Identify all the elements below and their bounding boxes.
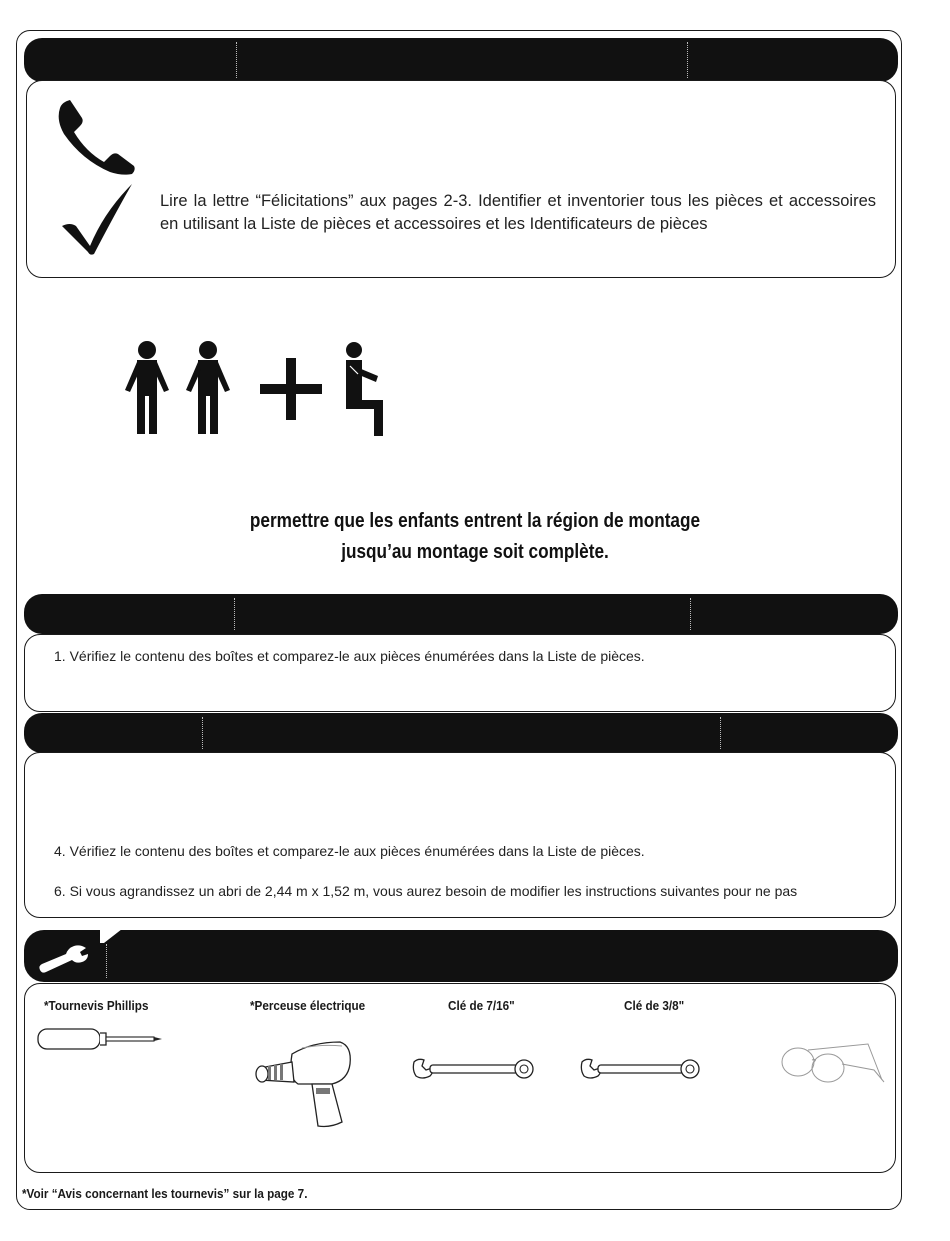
header-divider — [234, 598, 235, 630]
header-divider — [236, 42, 237, 78]
wrench-3-8-icon — [580, 1056, 704, 1082]
section-header-bar-1 — [24, 38, 898, 82]
warning-line-2: jusqu’au montage soit complète. — [341, 541, 609, 563]
header-divider — [202, 717, 203, 749]
section-header-bar-2 — [24, 594, 898, 634]
checkmark-icon — [60, 182, 136, 256]
section-3-item-4: 4. Vérifiez le contenu des boîtes et comparez-le aux pièces énumérées dans la Liste de pièces. — [54, 843, 645, 859]
tool-label-wrench-7-16: Clé de 7/16" — [448, 998, 515, 1013]
section-header-bar-3 — [24, 713, 898, 753]
wrench-icon — [36, 940, 92, 974]
two-adults-icon — [120, 340, 240, 436]
phone-icon — [52, 96, 138, 176]
section-3-item-6: 6. Si vous agrandissez un abri de 2,44 m x 1,52 m, vous aurez besoin de modifier les instructions suivantes pour ne pas — [54, 883, 798, 899]
tool-label-phillips-screwdriver: *Tournevis Phillips — [44, 998, 149, 1013]
plus-icon — [258, 356, 324, 422]
wrench-7-16-icon — [412, 1056, 538, 1082]
warning-line-1: permettre que les enfants entrent la région de montage — [249, 510, 701, 532]
seated-child-icon — [340, 340, 400, 438]
power-drill-icon — [252, 1038, 356, 1130]
header-divider — [687, 42, 688, 78]
safety-glasses-icon — [778, 1040, 886, 1088]
header-divider — [690, 598, 691, 630]
header-divider — [720, 717, 721, 749]
tool-label-power-drill: *Perceuse électrique — [250, 998, 366, 1013]
tools-header-bar — [24, 930, 898, 982]
section-2-item-1: 1. Vérifiez le contenu des boîtes et comparez-le aux pièces énumérées dans la Liste de pièces. — [54, 648, 645, 664]
tools-footnote: *Voir “Avis concernant les tournevis” sur la page 7. — [22, 1186, 308, 1201]
header-notch — [100, 929, 122, 943]
intro-text: Lire la lettre “Félicitations” aux pages 2-3. Identifier et inventorier tous les pièces et accessoires en utilisant la Liste de pièces et accessoires et les Identificateurs de pièces — [160, 192, 876, 233]
header-divider — [106, 944, 107, 978]
section-2-box — [24, 634, 896, 712]
intro-box — [26, 80, 896, 278]
screwdriver-icon — [36, 1024, 166, 1054]
tool-label-wrench-3-8: Clé de 3/8" — [624, 998, 685, 1013]
